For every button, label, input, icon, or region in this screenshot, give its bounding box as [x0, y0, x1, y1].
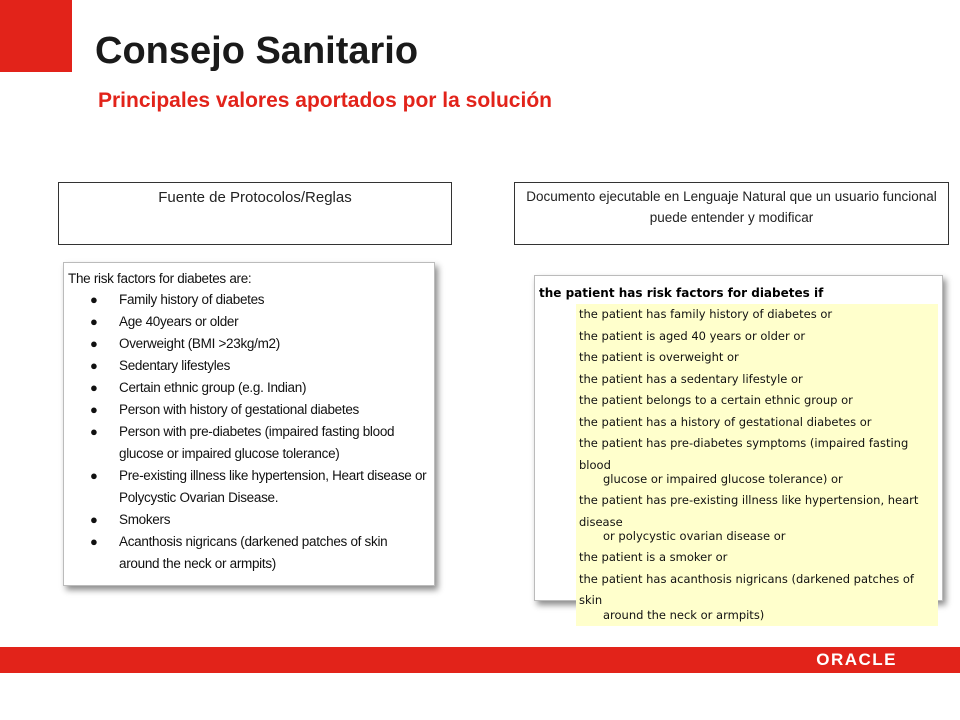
rule-line-text: the patient is a smoker or [579, 550, 728, 564]
bullet-icon: ● [90, 512, 98, 527]
bullet-icon: ● [90, 314, 98, 329]
natural-language-doc-box [514, 182, 949, 245]
list-item-text: Age 40years or older [119, 314, 239, 329]
rule-line [576, 433, 938, 490]
footer-bar [0, 647, 960, 673]
list-item [68, 531, 428, 575]
rule-line [576, 390, 938, 412]
rule-line-text: the patient belongs to a certain ethnic group or [579, 393, 853, 407]
list-item [68, 465, 428, 509]
list-item [68, 355, 428, 377]
rule-line-text: the patient is aged 40 years or older or [579, 328, 806, 343]
list-item-text: Smokers [119, 512, 171, 527]
list-item [68, 399, 428, 421]
rule-line [576, 369, 938, 391]
bullet-icon: ● [90, 468, 98, 483]
natural-language-doc-label: Documento ejecutable en Lenguaje Natural que un usuario funcional puede entender y modificar [526, 189, 937, 225]
natural-language-rule-panel [534, 275, 943, 622]
rule-line-text: the patient has pre-diabetes symptoms (impaired fasting blood [579, 436, 909, 472]
rule-line-text: the patient has acanthosis nigricans (darkened patches of skin [579, 571, 914, 607]
list-item-text: Family history of diabetes [119, 292, 265, 307]
rule-heading: the patient has risk factors for diabetes if [539, 286, 824, 300]
list-item [68, 311, 428, 333]
bullet-icon: ● [90, 402, 98, 417]
rule-line [576, 412, 938, 434]
protocol-source-box [58, 182, 452, 245]
rule-line-text: the patient has pre-existing illness like hypertension, heart disease [579, 493, 919, 529]
slide-title: Consejo Sanitario [95, 30, 419, 72]
rule-line-continuation: around the neck or armpits) [603, 607, 765, 622]
bullet-icon: ● [90, 380, 98, 395]
list-item-text: Certain ethnic group (e.g. Indian) [119, 380, 307, 395]
list-item [68, 421, 428, 465]
rule-line [576, 347, 938, 369]
brand-red-square [0, 0, 72, 72]
rule-line-text: the patient has a sedentary lifestyle or [579, 371, 803, 386]
rule-line-text: the patient is overweight or [579, 350, 739, 364]
rule-line-text: the patient has family history of diabetes or [579, 307, 833, 321]
list-item-text: Person with history of gestational diabetes [119, 402, 359, 417]
rule-line-continuation: or polycystic ovarian disease or [603, 529, 786, 543]
bullet-icon: ● [90, 292, 98, 307]
rule-line [576, 490, 938, 547]
list-item-text: Acanthosis nigricans (darkened patches of skin around the neck or armpits) [119, 534, 388, 571]
bullet-icon: ● [90, 358, 98, 373]
list-item-text: Sedentary lifestyles [119, 358, 231, 373]
risk-factor-list [68, 289, 428, 575]
list-item [68, 333, 428, 355]
list-item-text: Pre-existing illness like hypertension, Heart disease or Polycystic Ovarian Disease. [119, 468, 427, 505]
rule-line [576, 547, 938, 569]
protocol-source-label: Fuente de Protocolos/Reglas [158, 189, 352, 206]
rule-line [576, 304, 938, 326]
list-item [68, 377, 428, 399]
oracle-logo: ORACLE [816, 650, 897, 669]
rule-line-continuation: glucose or impaired glucose tolerance) or [603, 472, 843, 486]
protocol-document-panel [63, 262, 435, 586]
rule-line-text: the patient has a history of gestational diabetes or [579, 414, 872, 429]
bullet-icon: ● [90, 336, 98, 351]
list-item-text: Person with pre-diabetes (impaired fasting blood glucose or impaired glucose tolerance) [119, 424, 395, 461]
bullet-icon: ● [90, 424, 98, 439]
rule-line [576, 326, 938, 348]
list-item [68, 289, 428, 311]
slide-subtitle: Principales valores aportados por la solución [98, 89, 552, 112]
bullet-icon: ● [90, 534, 98, 549]
list-item [68, 509, 428, 531]
protocol-intro: The risk factors for diabetes are: [68, 271, 252, 286]
list-item-text: Overweight (BMI >23kg/m2) [119, 336, 280, 351]
rule-conditions [576, 304, 938, 626]
rule-line [576, 569, 938, 626]
